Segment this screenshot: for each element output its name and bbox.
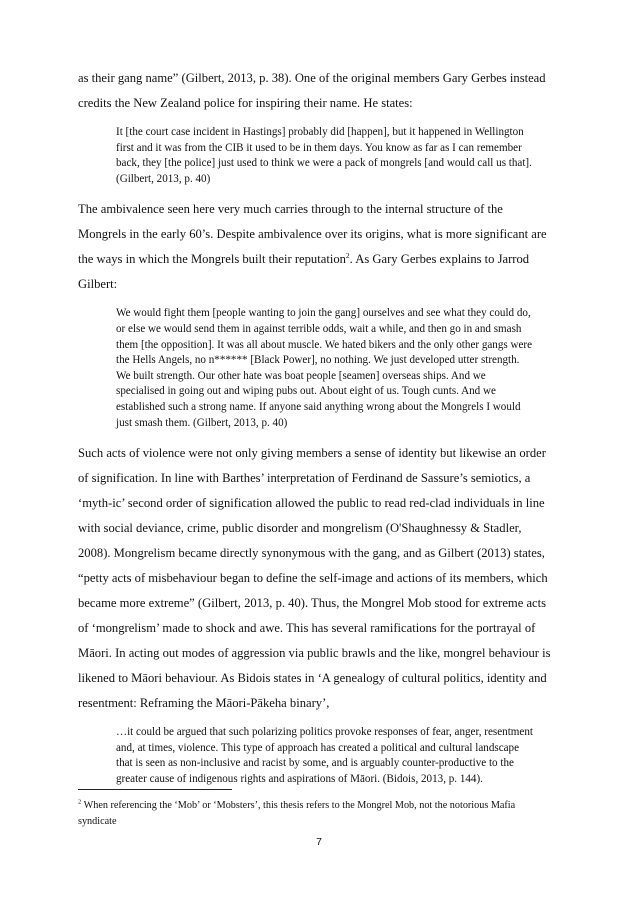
paragraph-1-line-1: as their gang name” (Gilbert, 2013, p. 38). One of the original members Gary Gerbes instead [78, 71, 546, 85]
paragraph-3-line-4: with social deviance, crime, public disorder and mongrelism (O'Shaughnessy & Stadler, [78, 521, 522, 536]
quote-2-line-6: specialised in going out and wiping pubs out. About eight of us. Tough cunts. And we [116, 385, 496, 398]
footnote-marker: 2 [78, 798, 82, 806]
quote-1-line-2: first and it was from the CIB it used to be in them days. You know as far as I can remember [116, 141, 522, 154]
paragraph-1-line-2: credits the New Zealand police for inspiring their name. He states: [78, 96, 413, 110]
quote-1-line-4: (Gilbert, 2013, p. 40) [116, 172, 211, 185]
quote-2-line-5: We built strength. Our other hate was boat people [seamen] overseas ships. And we [116, 369, 486, 382]
paragraph-3-line-5: 2008). Mongrelism became directly synonymous with the gang, and as Gilbert (2013) states, [78, 546, 545, 561]
paragraph-3-line-1: Such acts of violence were not only giving members a sense of identity but likewise an order [78, 446, 546, 461]
paragraph-3-line-7: became more extreme” (Gilbert, 2013, p. 40). Thus, the Mongrel Mob stood for extreme acts [78, 596, 547, 611]
quote-3-line-1: …it could be argued that such polarizing politics provoke responses of fear, anger, resentment [116, 726, 533, 739]
paragraph-3-line-6: “petty acts of misbehaviour began to define the self-image and actions of its members, which [78, 571, 548, 586]
paragraph-3 [78, 441, 564, 716]
paragraph-2-line-3-end: . As Gary Gerbes explains to Jarrod [349, 252, 530, 267]
paragraph-3-line-3: ‘myth-ic’ second order of signification allowed the public to read red-clad individuals in line [78, 496, 545, 511]
block-quote-1 [116, 125, 566, 187]
paragraph-2-line-2: Mongrels in the early 60’s. Despite ambivalence over its origins, what is more significant are [78, 227, 547, 242]
paragraph-2 [78, 197, 564, 297]
paragraph-2-line-1: The ambivalence seen here very much carries through to the internal structure of the [78, 202, 503, 217]
quote-2-line-2: or else we would send them in against terrible odds, wait a while, and then go in and smash [116, 322, 522, 335]
quote-2-line-3: them [the opposition]. It was all about muscle. We hated bikers and the only other gangs were [116, 338, 533, 351]
paragraph-3-line-11: resentment: Reframing the Māori-Pākeha binary’, [78, 696, 330, 711]
body-text [78, 66, 564, 788]
quote-1-line-3: back, they [the police] just used to think we were a pack of mongrels [and would call us that]. [116, 157, 532, 170]
footnote-divider [78, 789, 232, 790]
paragraph-3-line-2: of signification. In line with Barthes’ interpretation of Ferdinand de Sassure’s semiotics, a [78, 471, 531, 486]
block-quote-3 [116, 725, 566, 787]
footnote-line-1: When referencing the ‘Mob’ or ‘Mobsters’, this thesis refers to the Mongrel Mob, not the notorious Mafia [81, 800, 516, 811]
quote-3-line-4: greater cause of indigenous rights and aspirations of Māori. (Bidois, 2013, p. 144). [116, 772, 483, 785]
paragraph-1 [78, 66, 564, 116]
page-number: 7 [316, 836, 322, 848]
footnote [78, 798, 564, 830]
paragraph-2-line-4: Gilbert: [78, 277, 118, 292]
quote-2-line-1: We would fight them [people wanting to join the gang] ourselves and see what they could do, [116, 307, 531, 320]
paragraph-3-line-8: of ‘mongrelism’ made to shock and awe. This has several ramifications for the portrayal of [78, 621, 536, 636]
quote-2-line-8: just smash them. (Gilbert, 2013, p. 40) [116, 416, 288, 429]
quote-3-line-2: and, at times, violence. This type of approach has created a political and cultural landscape [116, 741, 520, 754]
quote-2-line-7: established such a strong name. If anyone said anything wrong about the Mongrels I would [116, 400, 521, 413]
paragraph-2-line-3: the ways in which the Mongrels built their reputation [78, 252, 346, 267]
footnote-line-2: syndicate [78, 816, 117, 827]
quote-3-line-3: that is seen as non-inclusive and racist by some, and is arguably counter-productive to the [116, 757, 514, 770]
quote-1-line-1: It [the court case incident in Hastings] probably did [happen], but it happened in Wellington [116, 126, 524, 138]
quote-2-line-4: the Hells Angels, no n****** [Black Power], no nothing. We just developed utter strength. [116, 354, 520, 367]
paragraph-3-line-10: likened to Māori behaviour. As Bidois states in ‘A genealogy of cultural politics, identity and [78, 671, 547, 686]
footnote-reference[interactable]: 2 [345, 251, 350, 261]
paragraph-3-line-9: Māori. In acting out modes of aggression via public brawls and the like, mongrel behaviour is [78, 646, 551, 661]
block-quote-2 [116, 306, 566, 431]
